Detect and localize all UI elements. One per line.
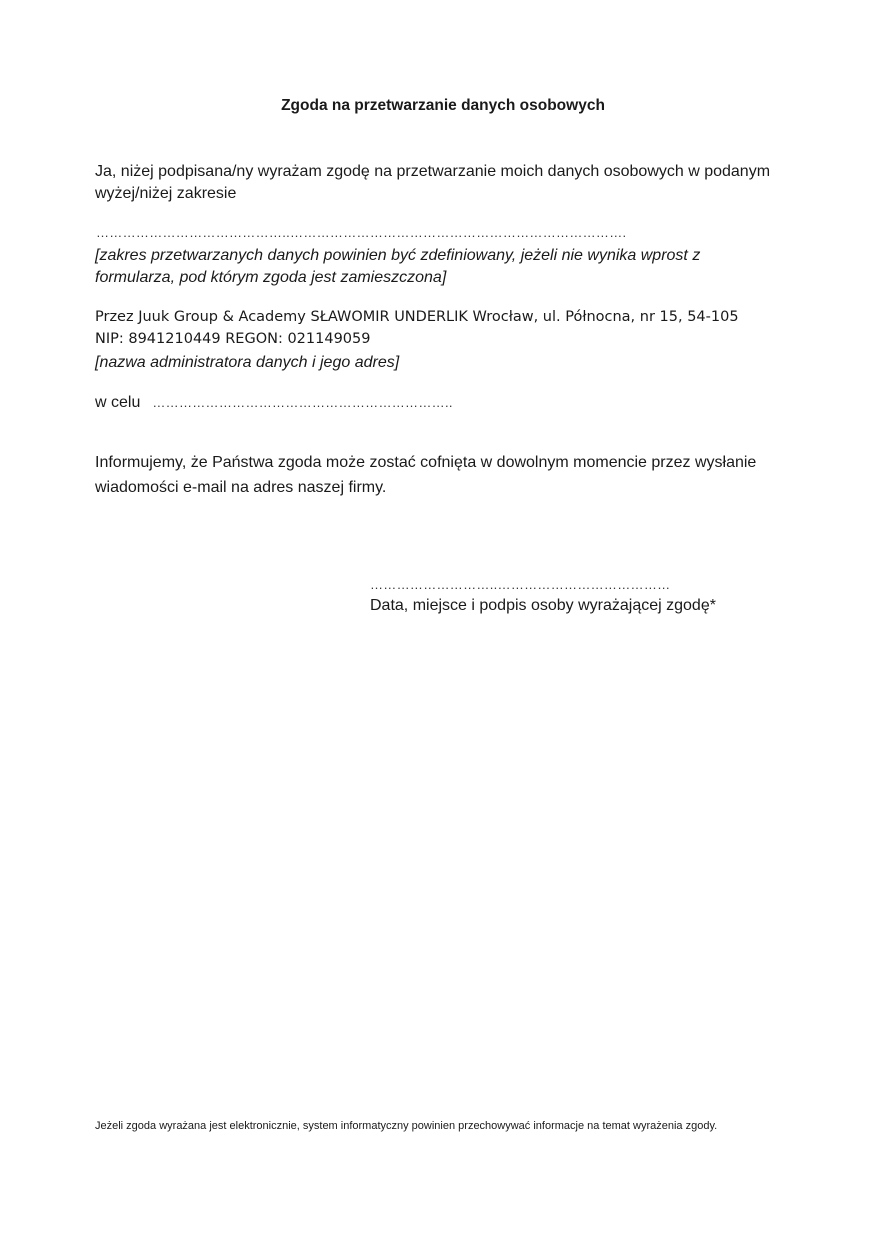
administrator-details: [95, 306, 785, 350]
withdrawal-info: Informujemy, że Państwa zgoda może zostać cofnięta w dowolnym momencie przez wysłanie wiadomości e-mail na adres naszej firmy.: [95, 454, 757, 496]
signature-label: Data, miejsce i podpis osoby wyrażającej zgodę*: [370, 597, 716, 614]
administrator-tax-ids: NIP: 8941210449 REGON: 021149059: [95, 331, 371, 347]
signature-fill-line: ………………………..…………………………………: [370, 577, 671, 592]
administrator-hint: [nazwa administratora danych i jego adres]: [95, 354, 400, 371]
consent-statement: Ja, niżej podpisana/ny wyrażam zgodę na przetwarzanie moich danych osobowych w podanym wyżej/niżej zakresie: [95, 163, 771, 202]
purpose-label: w celu: [95, 394, 141, 411]
administrator-name-address: Przez Juuk Group & Academy SŁAWOMIR UNDERLIK Wrocław, ul. Północna, nr 15, 54-105: [95, 309, 739, 325]
scope-fill-line: ……………………………………..………………………………………………………………….: [96, 225, 627, 240]
purpose-fill-line: …………………………………………………………..: [152, 395, 453, 410]
scope-hint: [zakres przetwarzanych danych powinien być zdefiniowany, jeżeli nie wynika wprost z formularza, pod którym zgoda jest zamieszczona]: [95, 247, 701, 286]
footnote: Jeżeli zgoda wyrażana jest elektronicznie, system informatyczny powinien przechowywać informacje na temat wyrażenia zgody.: [95, 1120, 718, 1132]
purpose-line: [95, 394, 453, 412]
document-title: Zgoda na przetwarzanie danych osobowych: [281, 97, 605, 114]
